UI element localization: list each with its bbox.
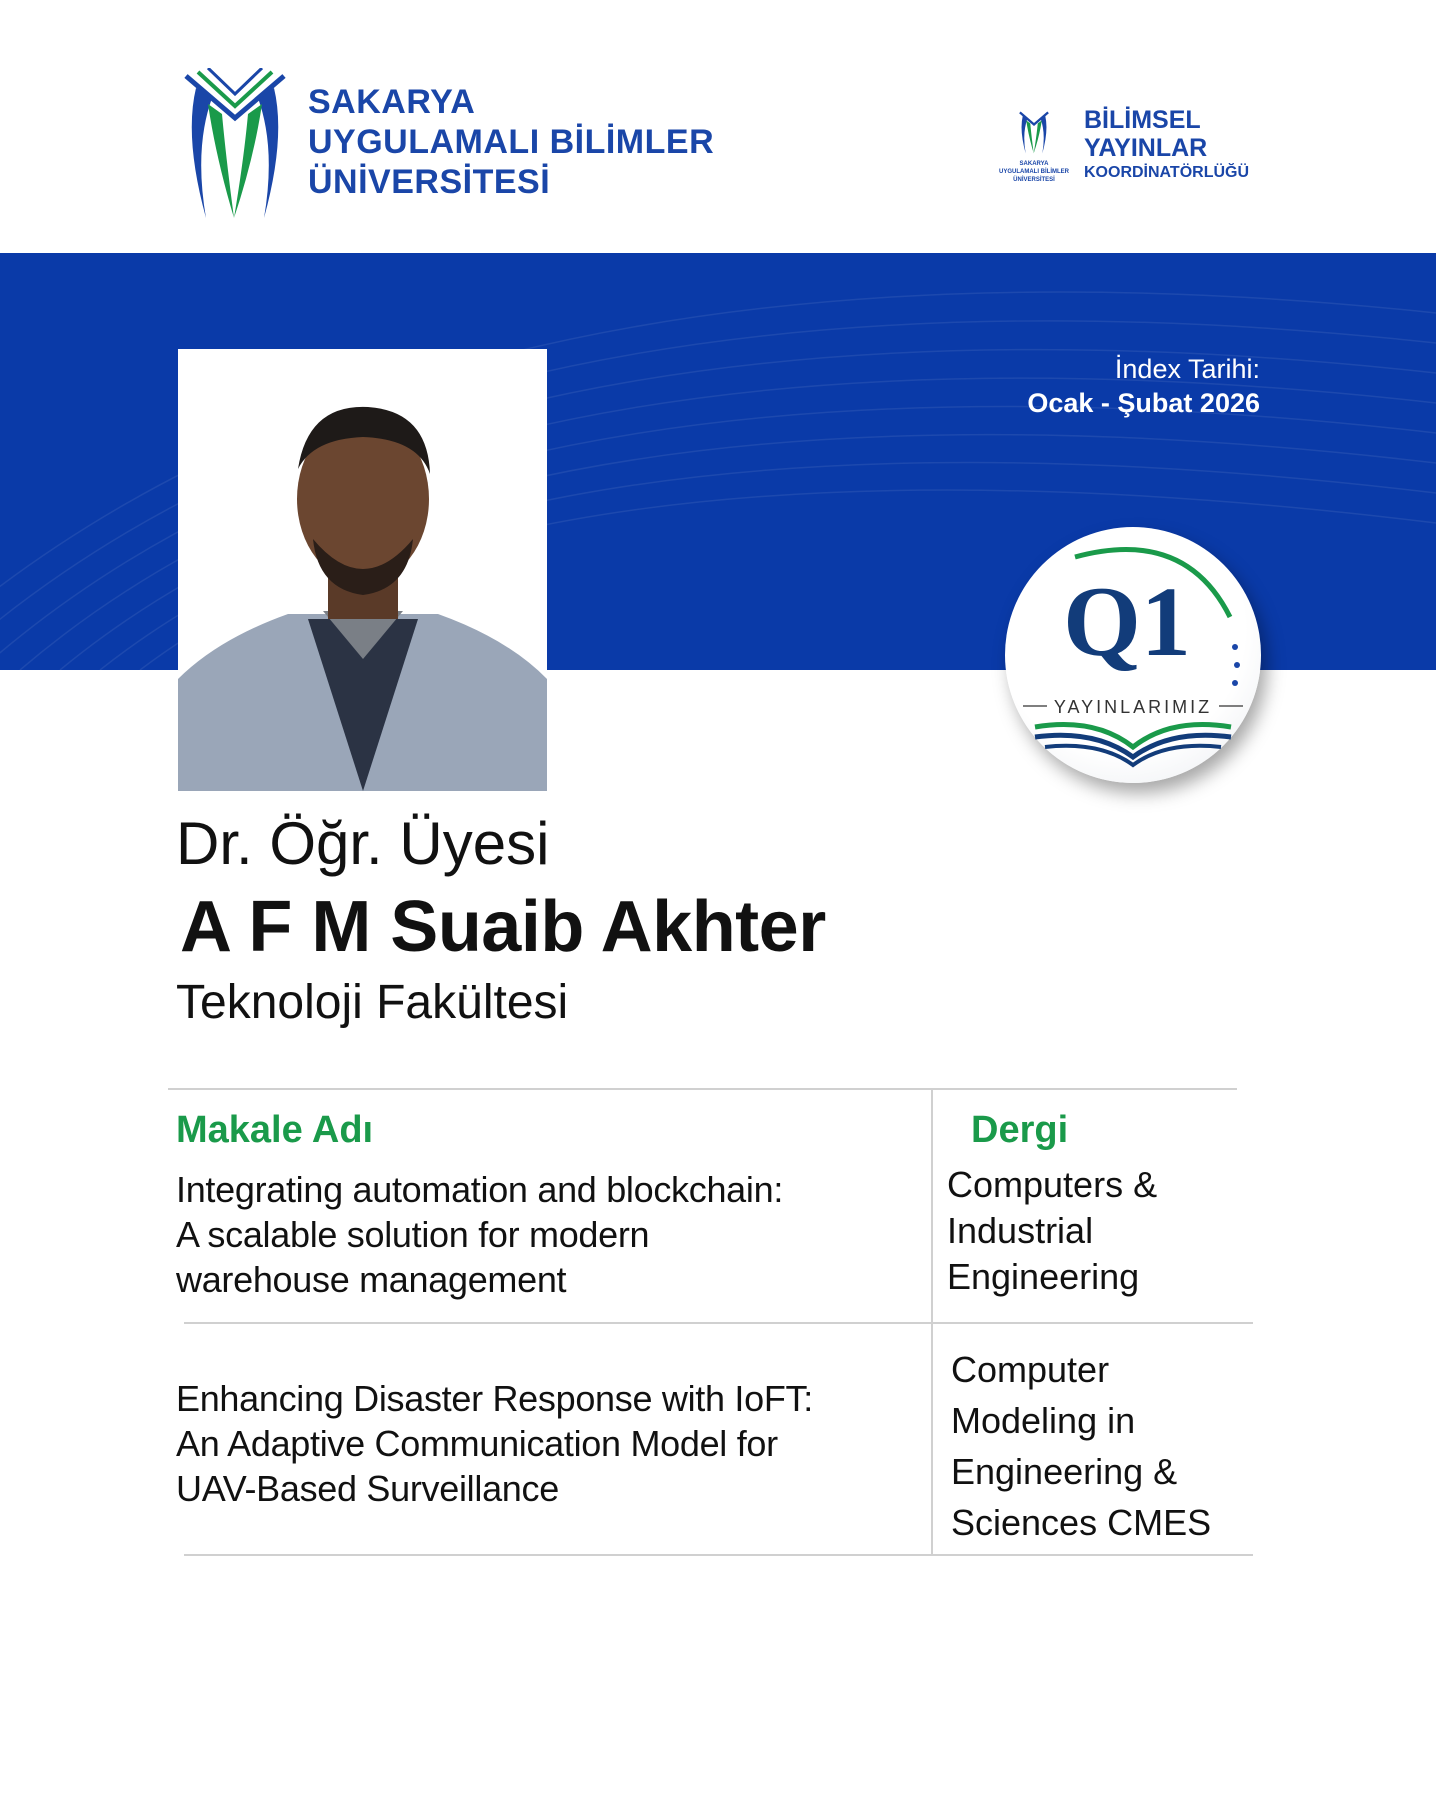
article-line: warehouse management bbox=[176, 1259, 567, 1300]
logo-line: YAYINLAR bbox=[1084, 134, 1208, 162]
university-logo bbox=[176, 68, 294, 220]
journal-line: Modeling in bbox=[951, 1400, 1136, 1441]
university-name bbox=[308, 82, 714, 202]
journal-line: Industrial bbox=[947, 1210, 1094, 1251]
journal-line: Computer bbox=[951, 1349, 1110, 1390]
journal-line: Sciences CMES bbox=[951, 1502, 1212, 1543]
index-date-value: Ocak - Şubat 2026 bbox=[1027, 388, 1260, 418]
header-article: Makale Adı bbox=[176, 1109, 374, 1151]
table-row-2-article bbox=[176, 1376, 813, 1511]
q1-badge-graphic bbox=[1005, 527, 1261, 783]
office-name bbox=[1084, 106, 1249, 184]
article-line: UAV-Based Surveillance bbox=[176, 1468, 559, 1509]
office-logo-sub bbox=[990, 160, 1078, 184]
logo-sub-line: ÜNİVERSİTESİ bbox=[1013, 177, 1055, 183]
person-name: A F M Suaib Akhter bbox=[180, 887, 826, 967]
logo-line: ÜNİVERSİTESİ bbox=[308, 163, 551, 201]
article-line: Integrating automation and blockchain: bbox=[176, 1169, 784, 1210]
q1-letters: Q1 bbox=[1063, 566, 1191, 677]
table-bottom-border bbox=[184, 1554, 1253, 1556]
table-top-border bbox=[168, 1088, 1237, 1090]
logo-line: SAKARYA bbox=[308, 83, 476, 121]
profile-photo bbox=[178, 349, 547, 791]
tulip-emblem-icon bbox=[1017, 106, 1051, 158]
logo-line: UYGULAMALI BİLİMLER bbox=[308, 123, 715, 161]
index-date-label: İndex Tarihi: bbox=[1114, 354, 1260, 384]
journal-line: Engineering bbox=[947, 1256, 1140, 1297]
q1-badge bbox=[1005, 527, 1261, 783]
logo-line: BİLİMSEL bbox=[1084, 106, 1201, 134]
logo-line: KOORDİNATÖRLÜĞÜ bbox=[1084, 164, 1250, 181]
table-row-1-article bbox=[176, 1167, 783, 1302]
academic-title: Dr. Öğr. Üyesi bbox=[176, 810, 550, 877]
logo-sub-line: SAKARYA bbox=[1019, 161, 1049, 167]
q1-caption: YAYINLARIMIZ bbox=[1053, 697, 1213, 717]
row-divider bbox=[184, 1322, 1253, 1324]
article-line: A scalable solution for modern bbox=[176, 1214, 650, 1255]
index-date bbox=[1027, 352, 1260, 420]
article-line: An Adaptive Communication Model for bbox=[176, 1423, 778, 1464]
person-portrait bbox=[178, 349, 547, 791]
faculty-name: Teknoloji Fakültesi bbox=[176, 976, 569, 1029]
journal-line: Computers & bbox=[947, 1164, 1158, 1205]
table-row-1-journal bbox=[947, 1162, 1157, 1300]
article-line: Enhancing Disaster Response with IoFT: bbox=[176, 1378, 813, 1419]
logo-sub-line: UYGULAMALI BİLİMLER bbox=[999, 169, 1069, 175]
header-journal: Dergi bbox=[971, 1109, 1069, 1151]
table-row-2-journal bbox=[951, 1344, 1211, 1548]
tulip-emblem-icon bbox=[176, 68, 294, 220]
journal-line: Engineering & bbox=[951, 1451, 1178, 1492]
office-logo bbox=[1017, 106, 1051, 158]
